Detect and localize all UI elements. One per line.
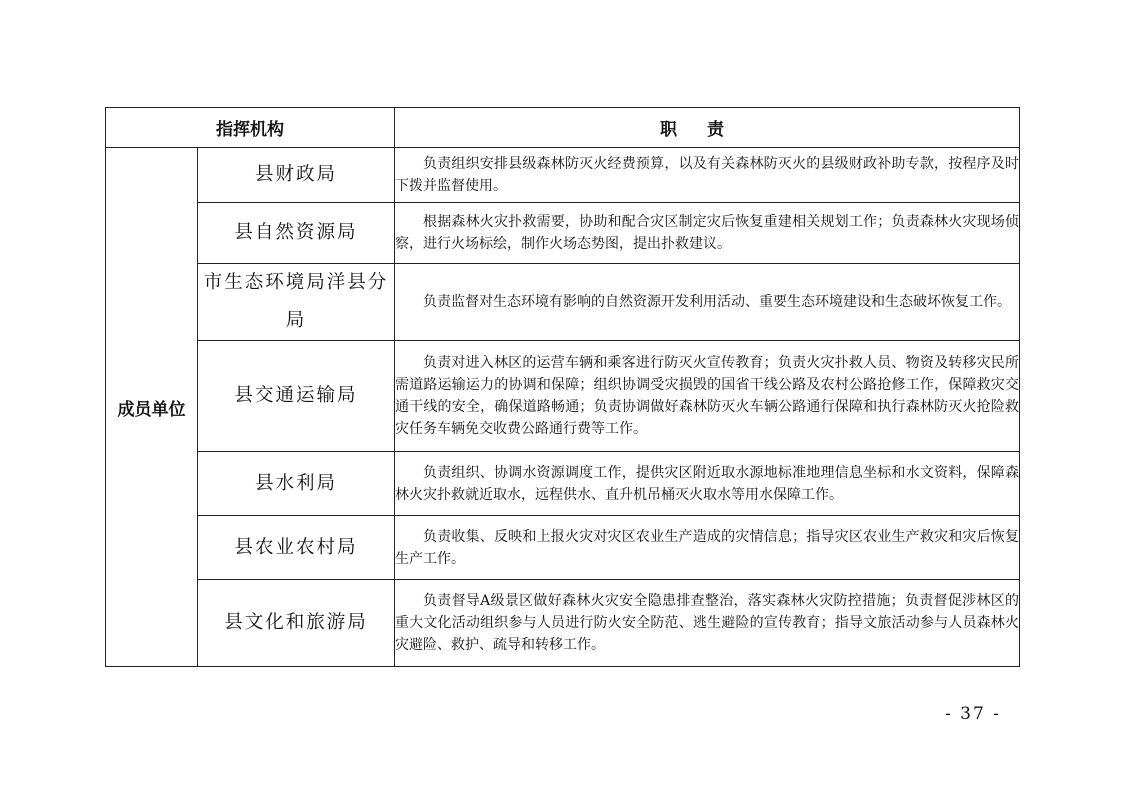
org-cell: 县水利局 [198, 452, 395, 516]
table-row [106, 203, 1020, 264]
org-cell: 市生态环境局洋县分局 [198, 264, 395, 341]
table-row [106, 580, 1020, 667]
table-row [106, 452, 1020, 516]
duty-cell: 负责督导A级景区做好森林火灾安全隐患排查整治，落实森林火灾防控措施；负责督促涉林区的重大文化活动组织参与人员进行防火安全防范、逃生避险的宣传教育；指导文旅活动参与人员森林火灾避险、救护、疏导和转移工作。 [395, 580, 1020, 667]
duty-cell: 根据森林火灾扑救需要，协助和配合灾区制定灾后恢复重建相关规划工作；负责森林火灾现场侦察，进行火场标绘，制作火场态势图，提出扑救建议。 [395, 203, 1020, 264]
duty-table [105, 107, 1020, 667]
table-row [106, 264, 1020, 341]
duty-cell: 负责组织安排县级森林防灭火经费预算，以及有关森林防灭火的县级财政补助专款，按程序及时下拨并监督使用。 [395, 148, 1020, 203]
org-cell: 县交通运输局 [198, 341, 395, 452]
header-org: 指挥机构 [106, 108, 395, 148]
page-number: - 37 - [945, 704, 1001, 724]
org-cell: 县自然资源局 [198, 203, 395, 264]
table-row [106, 341, 1020, 452]
org-cell: 县文化和旅游局 [198, 580, 395, 667]
duty-cell: 负责对进入林区的运营车辆和乘客进行防灭火宣传教育；负责火灾扑救人员、物资及转移灾民所需道路运输运力的协调和保障；组织协调受灾损毁的国省干线公路及农村公路抢修工作，保障救灾交通干线的安全，确保道路畅通；负责协调做好森林防灭火车辆公路通行保障和执行森林防灭火抢险救灾任务车辆免交收费公路通行费等工作。 [395, 341, 1020, 452]
org-cell: 县财政局 [198, 148, 395, 203]
table-row [106, 516, 1020, 580]
duty-cell: 负责收集、反映和上报火灾对灾区农业生产造成的灾情信息；指导灾区农业生产救灾和灾后恢复生产工作。 [395, 516, 1020, 580]
table-header-row [106, 108, 1020, 148]
org-cell: 县农业农村局 [198, 516, 395, 580]
header-duty: 职责 [395, 108, 1020, 148]
duty-cell: 负责组织、协调水资源调度工作，提供灾区附近取水源地标准地理信息坐标和水文资料，保障森林火灾扑救就近取水，远程供水、直升机吊桶灭火取水等用水保障工作。 [395, 452, 1020, 516]
group-label: 成员单位 [106, 148, 198, 667]
table-row [106, 148, 1020, 203]
duty-cell: 负责监督对生态环境有影响的自然资源开发利用活动、重要生态环境建设和生态破坏恢复工作。 [395, 264, 1020, 341]
